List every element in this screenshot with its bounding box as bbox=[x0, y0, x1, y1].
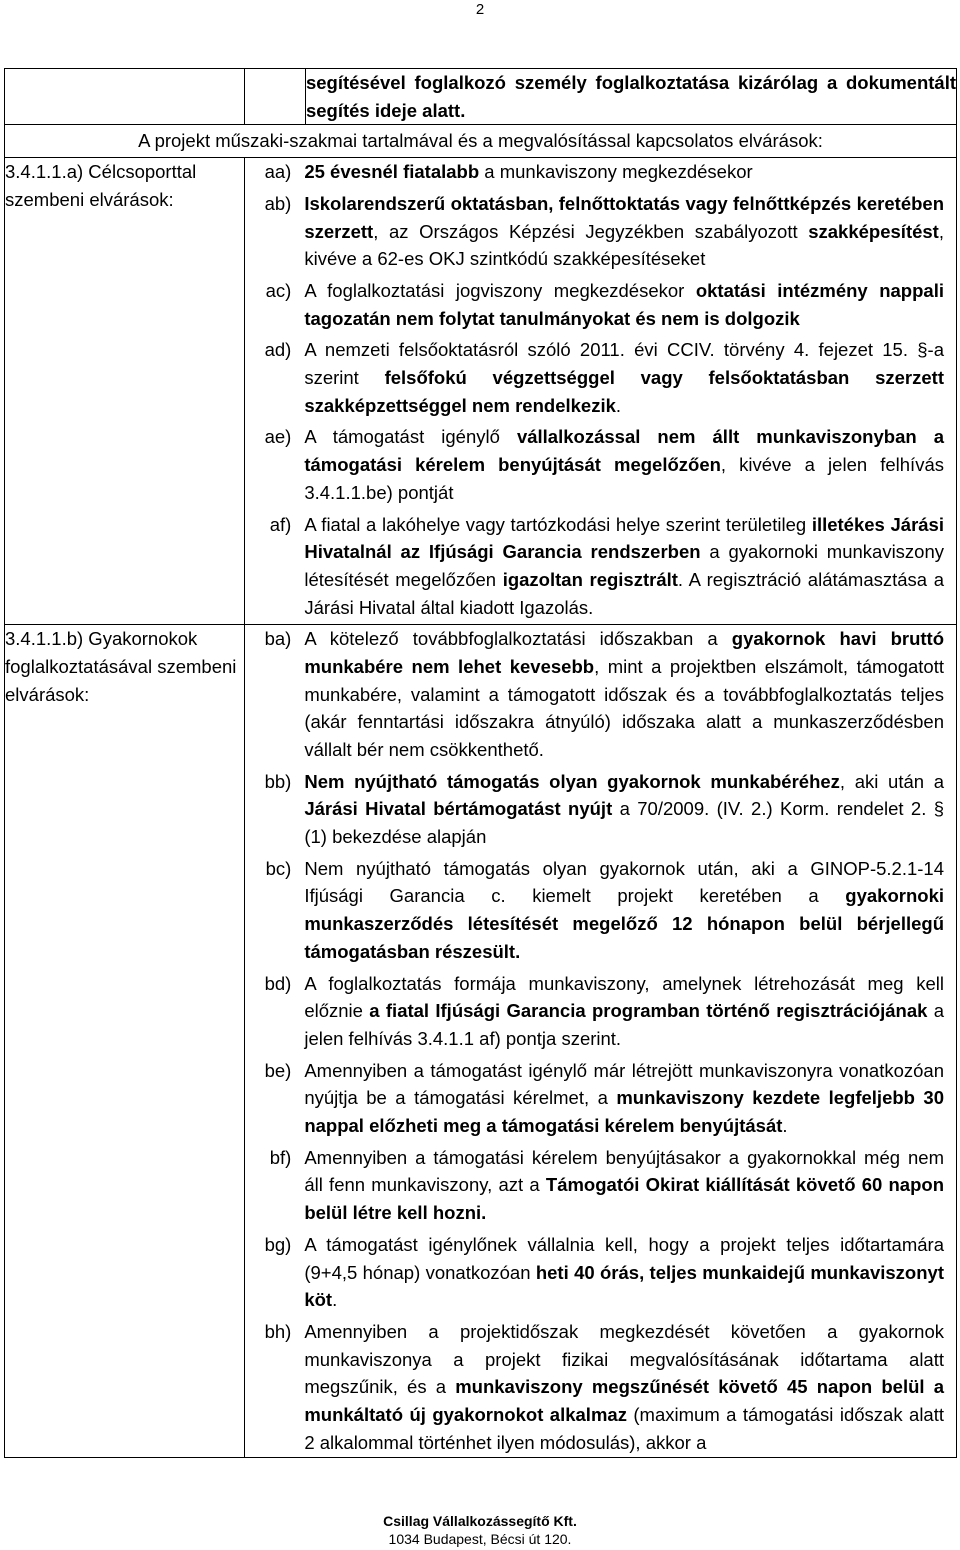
footer-address: 1034 Budapest, Bécsi út 120. bbox=[388, 1531, 572, 1547]
page-number: 2 bbox=[475, 1, 485, 18]
requirements-table bbox=[4, 68, 957, 1458]
item-text: Iskolarendszerű oktatásban, felnőttoktatás vagy felnőttképzés keretében szerzett, az Országos Képzési Jegyzékben szabályozott szakképesítést, kivéve a 62-es OKJ szintkódú szakképesítéseket bbox=[304, 192, 944, 270]
item-code: bb) bbox=[264, 770, 292, 792]
list-item bbox=[245, 1231, 956, 1314]
section-a-label: 3.4.1.1.a) Célcsoporttal szembeni elvárások: bbox=[5, 158, 245, 625]
bold-run: Iskolarendszerű oktatásban, felnőttoktatás vagy felnőttképzés keretében szerzett bbox=[304, 192, 944, 242]
list-item bbox=[245, 277, 956, 332]
list-item bbox=[245, 768, 956, 851]
section-b-items bbox=[245, 625, 957, 1457]
section-a-row bbox=[5, 158, 957, 625]
section-header-row bbox=[5, 125, 957, 158]
item-text: A támogatást igénylőnek vállalnia kell, hogy a projekt teljes időtartamára (9+4,5 hónap) vonatkozóan heti 40 órás, teljes munkaidejű munkaviszonyt köt. bbox=[304, 1233, 944, 1311]
section-b-label: 3.4.1.1.b) Gyakornokok foglalkoztatásával szembeni elvárások: bbox=[5, 625, 245, 1457]
item-code: bd) bbox=[264, 972, 292, 994]
item-code: bf) bbox=[269, 1146, 292, 1168]
list-item bbox=[245, 511, 956, 622]
item-text: A foglalkoztatás formája munkaviszony, amelynek létrehozását meg kell előznie a fiatal Ifjúsági Garancia programban történő regisztrációjának a jelen felhívás 3.4.1.1 af) pontja szerint. bbox=[304, 972, 945, 1049]
item-code: bc) bbox=[265, 857, 292, 879]
item-text: 25 évesnél fiatalabb a munkaviszony megkezdésekor bbox=[304, 161, 753, 183]
bold-run: oktatási intézmény nappali tagozatán nem folytat tanulmányokat és nem is dolgozik bbox=[304, 279, 944, 329]
bold-run: gyakornoki munkaszerződés létesítését megelőző 12 hónapon belül bérjellegű támogatásban részesült. bbox=[304, 885, 944, 962]
item-code: bg) bbox=[264, 1233, 292, 1255]
list-item bbox=[245, 970, 956, 1053]
list-item bbox=[245, 423, 956, 506]
section-b-row bbox=[5, 625, 957, 1457]
item-code: ac) bbox=[265, 279, 292, 301]
bold-run: szakképesítést bbox=[808, 220, 939, 242]
list-item bbox=[245, 855, 956, 966]
item-text: A kötelező továbbfoglalkoztatási időszakban a gyakornok havi bruttó munkabére nem lehet kevesebb, mint a projektben elszámolt, támogatott munkabére, valamint a támogatott időszak és a továbbfoglalkoztatás teljes (akár fenntartási időszakra átnyúló) időszaka alatt a munkaszerződésben vállalt bér nem csökkenthető. bbox=[304, 628, 945, 760]
item-text: Nem nyújtható támogatás olyan gyakornok után, aki a GINOP-5.2.1-14 Ifjúsági Garancia c. kiemelt projekt keretében a gyakornoki munkaszerződés létesítését megelőző 12 hónapon belül bérjellegű támogatásban részesült. bbox=[304, 857, 944, 962]
list-item bbox=[245, 1057, 956, 1140]
item-text: A fiatal a lakóhelye vagy tartózkodási helye szerint területileg illetékes Járási Hivatalnál az Ifjúsági Garancia rendszerben a gyakornoki munkaviszony létesítését megelőzően igazoltan regisztrált. A regisztráció alátámasztása a Járási Hivatal által kiadott Igazolás. bbox=[304, 513, 945, 618]
item-code: ab) bbox=[264, 192, 292, 214]
list-item bbox=[245, 625, 956, 764]
bold-run: Támogatói Okirat kiállítását követő 60 napon belül létre kell hozni. bbox=[304, 1174, 944, 1224]
bold-run: Nem nyújtható támogatás olyan gyakornok munkabéréhez bbox=[304, 770, 840, 792]
item-code: af) bbox=[269, 513, 292, 535]
list-item bbox=[245, 336, 956, 419]
item-text: A foglalkoztatási jogviszony megkezdésekor oktatási intézmény nappali tagozatán nem folytat tanulmányokat és nem is dolgozik bbox=[304, 279, 944, 329]
item-text: Amennyiben a támogatási kérelem benyújtásakor a gyakornokkal még nem áll fenn munkaviszony, azt a Támogatói Okirat kiállítását követő 60 napon belül létre kell hozni. bbox=[304, 1146, 944, 1224]
list-item bbox=[245, 1318, 956, 1457]
bold-run: igazoltan regisztrált bbox=[502, 568, 678, 590]
item-code: ae) bbox=[264, 426, 292, 448]
bold-run: a fiatal Ifjúsági Garancia programban történő regisztrációjának bbox=[369, 1000, 928, 1022]
bold-run: illetékes Járási Hivatalnál az Ifjúsági Garancia rendszerben bbox=[304, 513, 944, 563]
bold-run: felsőfokú végzettséggel vagy felsőoktatásban szerzett szakképzettséggel nem rendelkezik bbox=[304, 367, 944, 416]
list-item bbox=[245, 158, 956, 186]
list-item bbox=[245, 1144, 956, 1227]
item-code: aa) bbox=[264, 161, 292, 183]
continuation-mid-cell bbox=[245, 69, 306, 125]
footer-company: Csillag Vállalkozássegítő Kft. bbox=[383, 1513, 577, 1529]
bold-run: vállalkozással nem állt munkaviszonyban a támogatási kérelem benyújtását megelőzően bbox=[304, 426, 944, 476]
continuation-text: segítésével foglalkozó személy foglalkoztatása kizárólag a dokumentált segítés ideje alatt. bbox=[305, 69, 956, 125]
item-text: A támogatást igénylő vállalkozással nem állt munkaviszonyban a támogatási kérelem benyújtását megelőzően, kivéve a jelen felhívás 3.4.1.1.be) pontját bbox=[304, 426, 944, 503]
item-text: Amennyiben a támogatást igénylő már létrejött munkaviszonyra vonatkozóan nyújtja be a támogatási kérelmet, a munkaviszony kezdete legfeljebb 30 nappal előzheti meg a támogatási kérelem benyújtását. bbox=[304, 1059, 944, 1137]
bold-run: heti 40 órás, teljes munkaidejű munkaviszonyt köt bbox=[304, 1261, 944, 1311]
item-code: be) bbox=[264, 1059, 292, 1081]
continuation-left-cell bbox=[5, 69, 245, 125]
list-item bbox=[245, 190, 956, 273]
item-code: ba) bbox=[264, 628, 292, 650]
continuation-row bbox=[5, 69, 957, 125]
bold-run: munkaviszony megszűnését követő 45 napon belül a munkáltató új gyakornokot alkalmaz bbox=[304, 1376, 944, 1426]
bold-run: munkaviszony kezdete legfeljebb 30 nappal előzheti meg a támogatási kérelem benyújtását bbox=[304, 1087, 944, 1137]
section-header: A projekt műszaki-szakmai tartalmával és a megvalósítással kapcsolatos elvárások: bbox=[5, 125, 957, 158]
bold-run: Járási Hivatal bértámogatást nyújt bbox=[304, 798, 613, 820]
item-text: Amennyiben a projektidőszak megkezdését követően a gyakornok munkaviszonya a projekt fizikai megvalósításának időtartama alatt megszűnik, és a munkaviszony megszűnését követő 45 napon belül a munkáltató új gyakornokot alkalmaz (maximum a támogatási időszak alatt 2 alkalommal történhet ilyen módosulás), akkor a bbox=[304, 1320, 944, 1453]
item-code: ad) bbox=[264, 339, 292, 361]
item-text: Nem nyújtható támogatás olyan gyakornok munkabéréhez, aki után a Járási Hivatal bértámogatást nyújt a 70/2009. (IV. 2.) Korm. rendelet 2. § (1) bekezdése alapján bbox=[304, 770, 944, 848]
item-code: bh) bbox=[264, 1320, 292, 1342]
item-text: A nemzeti felsőoktatásról szóló 2011. évi CCIV. törvény 4. fejezet 15. §-a szerint felsőfokú végzettséggel vagy felsőoktatásban szerzett szakképzettséggel nem rendelkezik. bbox=[304, 339, 944, 416]
bold-run: gyakornok havi bruttó munkabére nem lehet kevesebb bbox=[304, 628, 945, 677]
bold-run: 25 évesnél fiatalabb bbox=[304, 161, 480, 183]
section-a-items bbox=[245, 158, 957, 625]
